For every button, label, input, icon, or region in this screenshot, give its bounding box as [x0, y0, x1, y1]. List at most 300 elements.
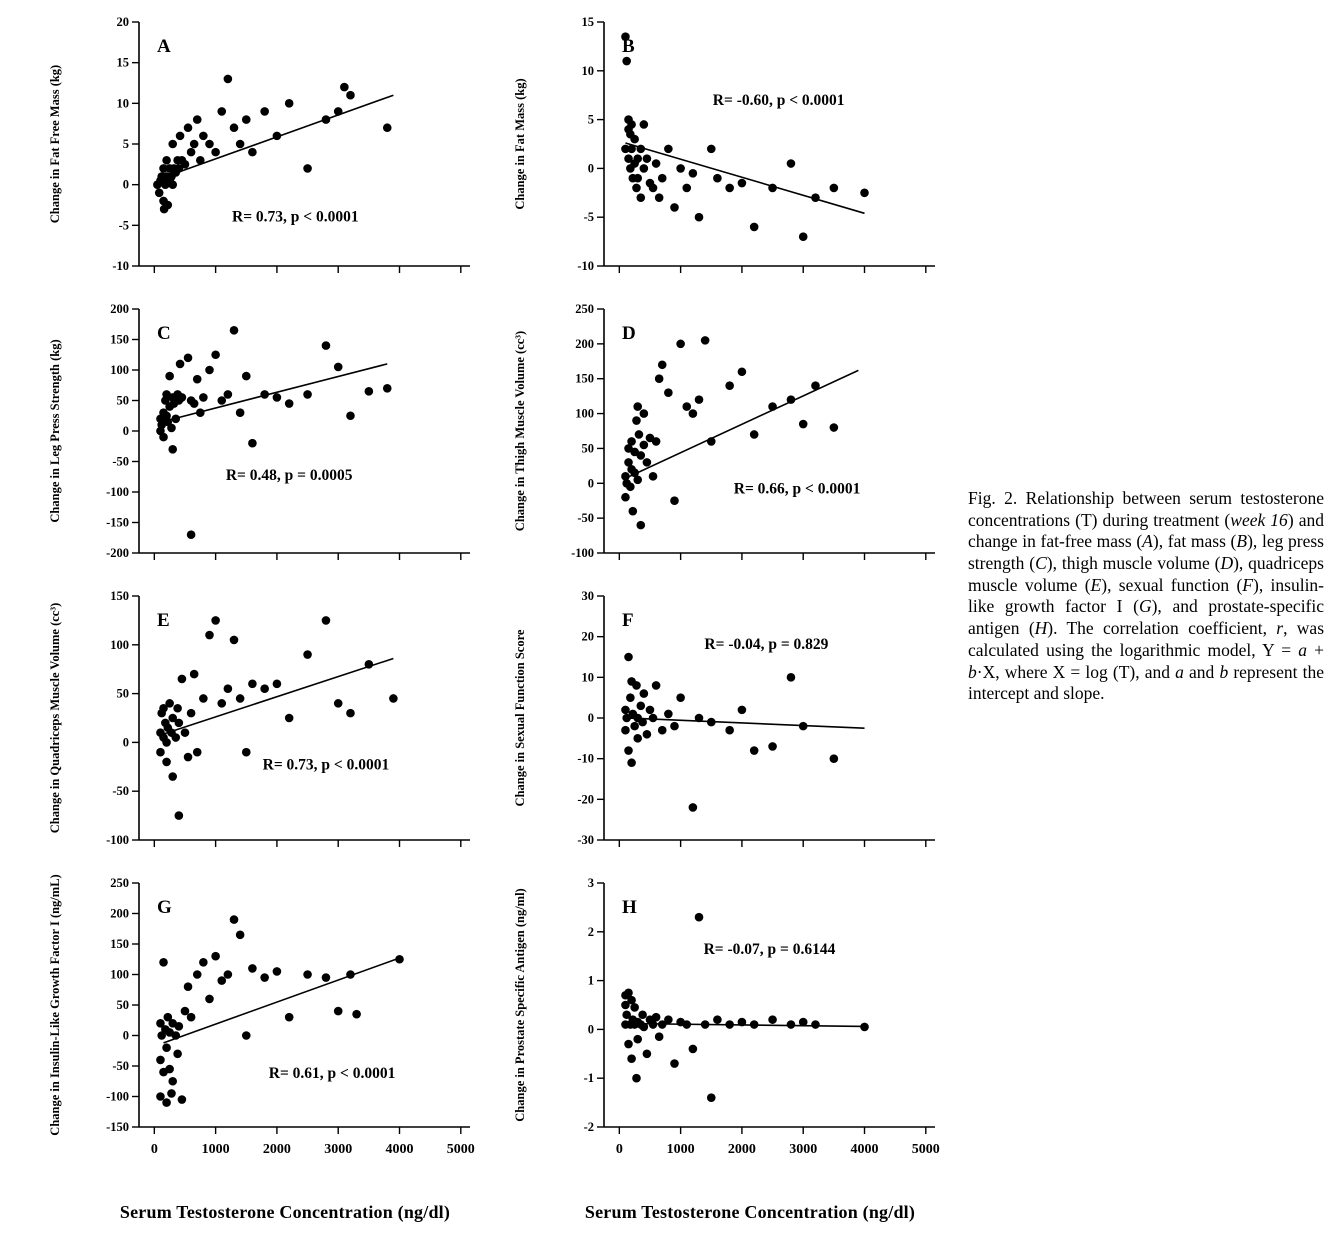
- data-point: [322, 973, 331, 982]
- data-point: [199, 958, 208, 967]
- x-tick-label: 0: [150, 1142, 158, 1157]
- data-point: [658, 174, 667, 183]
- data-point: [196, 408, 205, 417]
- caption-segment: G: [1138, 596, 1152, 617]
- y-tick-label: 3: [587, 876, 594, 890]
- data-point: [162, 738, 171, 747]
- y-tick-label: 200: [110, 302, 129, 316]
- data-point: [640, 409, 649, 418]
- caption-segment: H: [1034, 618, 1048, 639]
- data-point: [624, 1040, 633, 1049]
- data-point: [664, 710, 673, 719]
- data-point: [768, 402, 777, 411]
- y-tick-label: 0: [587, 1022, 594, 1037]
- correlation-annotation: R= 0.73, p < 0.0001: [232, 208, 359, 226]
- y-tick-label: 0: [122, 424, 129, 438]
- data-point: [689, 409, 698, 418]
- y-tick-label: 150: [575, 371, 594, 386]
- data-point: [624, 746, 633, 755]
- y-tick-label: 30: [581, 589, 594, 603]
- data-point: [273, 132, 282, 141]
- data-point: [217, 396, 226, 405]
- data-point: [655, 374, 664, 383]
- data-point: [395, 955, 404, 964]
- panel-letter: F: [622, 610, 634, 631]
- data-point: [658, 726, 667, 735]
- data-point: [860, 1023, 869, 1032]
- caption-segment: ), leg press strength (: [968, 531, 1324, 574]
- data-point: [193, 375, 202, 384]
- y-tick-label: 0: [122, 1028, 129, 1043]
- data-point: [181, 160, 190, 169]
- data-point: [168, 772, 177, 781]
- x-tick-label: 2000: [262, 1142, 291, 1157]
- data-point: [725, 1020, 734, 1029]
- data-point: [626, 482, 635, 491]
- y-tick-label: 150: [110, 937, 129, 951]
- caption-segment: represent the intercept and slope.: [968, 661, 1324, 704]
- data-point: [273, 393, 282, 402]
- y-tick-label: 100: [110, 637, 129, 652]
- data-point: [178, 1095, 187, 1104]
- data-point: [627, 120, 636, 129]
- data-point: [178, 675, 187, 684]
- data-point: [184, 123, 193, 132]
- data-point: [830, 423, 839, 432]
- y-axis-label: Change in Sexual Function Score: [513, 629, 527, 807]
- y-axis-label: Change in Leg Press Strength (kg): [48, 339, 62, 523]
- data-point: [162, 1043, 171, 1052]
- data-point: [750, 746, 759, 755]
- y-tick-label: -50: [112, 1059, 129, 1073]
- data-point: [652, 159, 661, 168]
- data-point: [695, 395, 704, 404]
- x-tick-label: 0: [615, 1142, 623, 1157]
- data-point: [768, 184, 777, 193]
- y-tick-label: 5: [587, 112, 594, 127]
- data-point: [193, 748, 202, 757]
- data-point: [682, 402, 691, 411]
- y-tick-label: 50: [116, 998, 129, 1012]
- data-point: [643, 154, 652, 163]
- caption-segment: ), sexual function (: [1101, 574, 1243, 595]
- scatter-points: [153, 75, 391, 214]
- y-tick-label: -100: [571, 546, 594, 560]
- data-point: [799, 420, 808, 429]
- data-point: [633, 476, 642, 485]
- data-point: [633, 1035, 642, 1044]
- y-tick-label: -50: [112, 454, 129, 469]
- data-point: [640, 689, 649, 698]
- y-tick-label: -50: [112, 784, 129, 799]
- data-point: [799, 1018, 808, 1027]
- scatter-points: [621, 336, 838, 529]
- y-tick-label: 100: [110, 363, 129, 377]
- data-point: [224, 970, 233, 979]
- data-point: [646, 706, 655, 715]
- data-point: [187, 148, 196, 157]
- data-point: [217, 976, 226, 985]
- data-point: [636, 451, 645, 460]
- data-point: [184, 354, 193, 363]
- data-point: [168, 445, 177, 454]
- data-point: [184, 982, 193, 991]
- data-point: [689, 169, 698, 178]
- data-point: [260, 973, 269, 982]
- y-tick-label: -10: [577, 751, 594, 766]
- data-point: [725, 726, 734, 735]
- data-point: [622, 57, 631, 66]
- chart-panel-C: [35, 293, 500, 580]
- data-point: [190, 399, 199, 408]
- caption-segment: r: [1276, 618, 1284, 639]
- y-tick-label: 15: [116, 55, 129, 70]
- data-point: [155, 189, 164, 198]
- data-point: [630, 1003, 639, 1012]
- data-point: [181, 1007, 190, 1016]
- data-point: [352, 1010, 361, 1019]
- data-point: [632, 681, 641, 690]
- caption-segment: E: [1090, 574, 1102, 595]
- y-tick-label: 0: [122, 735, 129, 750]
- data-point: [346, 970, 355, 979]
- scatter-points: [621, 32, 869, 241]
- y-tick-label: -200: [106, 546, 129, 560]
- data-point: [750, 223, 759, 232]
- data-point: [365, 387, 374, 396]
- y-tick-label: 50: [116, 393, 129, 408]
- data-point: [643, 1050, 652, 1059]
- panel-letter: E: [157, 610, 170, 631]
- data-point: [168, 1077, 177, 1086]
- data-point: [260, 684, 269, 693]
- data-point: [285, 399, 294, 408]
- x-tick-label: 3000: [789, 1142, 818, 1157]
- data-point: [707, 718, 716, 727]
- data-point: [738, 706, 747, 715]
- x-tick-label: 1000: [666, 1142, 695, 1157]
- y-tick-label: 0: [587, 161, 594, 176]
- caption-segment: , was calculated using the logarithmic model, Y =: [968, 618, 1325, 660]
- y-tick-label: 50: [581, 441, 594, 456]
- y-tick-label: 0: [587, 476, 594, 491]
- data-point: [365, 660, 374, 669]
- data-point: [799, 722, 808, 731]
- data-point: [273, 967, 282, 976]
- chart-panel-G: [35, 867, 500, 1185]
- y-tick-label: -100: [106, 485, 129, 499]
- data-point: [190, 670, 199, 679]
- regression-line: [162, 658, 394, 734]
- data-point: [175, 1022, 184, 1031]
- x-tick-label: 5000: [446, 1142, 475, 1157]
- data-point: [670, 203, 679, 212]
- y-tick-label: 50: [116, 686, 129, 701]
- data-point: [689, 1045, 698, 1054]
- y-tick-label: -150: [106, 515, 129, 530]
- data-point: [248, 148, 257, 157]
- y-axis-label: Change in Quadriceps Muscle Volume (cc³): [48, 602, 62, 834]
- data-point: [285, 1013, 294, 1022]
- chart-panel-A: [35, 6, 500, 293]
- y-axis-label: Change in Thigh Muscle Volume (cc³): [513, 330, 527, 532]
- data-point: [627, 1054, 636, 1063]
- correlation-annotation: R= 0.61, p < 0.0001: [268, 1065, 396, 1083]
- data-point: [196, 156, 205, 165]
- data-point: [340, 83, 349, 92]
- data-point: [643, 458, 652, 467]
- data-point: [640, 120, 649, 129]
- data-point: [635, 430, 644, 439]
- caption-segment: week 16: [1230, 509, 1288, 530]
- data-point: [670, 722, 679, 731]
- data-point: [260, 390, 269, 399]
- charts-grid: [35, 6, 965, 1185]
- data-point: [627, 145, 636, 154]
- data-point: [181, 728, 190, 737]
- data-point: [334, 699, 343, 708]
- data-point: [242, 748, 251, 757]
- data-point: [649, 472, 658, 481]
- data-point: [173, 1050, 182, 1059]
- y-tick-label: 100: [110, 967, 129, 982]
- data-point: [159, 958, 168, 967]
- y-tick-label: 2: [587, 924, 594, 939]
- data-point: [750, 430, 759, 439]
- correlation-annotation: R= 0.48, p = 0.0005: [225, 466, 353, 484]
- caption-segment: A: [1142, 531, 1153, 552]
- data-point: [701, 1020, 710, 1029]
- y-tick-label: 10: [116, 96, 129, 111]
- y-tick-label: 5: [122, 137, 129, 151]
- data-point: [187, 709, 196, 718]
- data-point: [178, 393, 187, 402]
- y-axis-label: Change in Fat Free Mass (kg): [48, 64, 62, 224]
- data-point: [701, 336, 710, 345]
- x-tick-label: 1000: [201, 1142, 230, 1157]
- caption-segment: C: [1035, 553, 1047, 574]
- data-point: [171, 415, 180, 424]
- data-point: [626, 693, 635, 702]
- data-point: [334, 363, 343, 372]
- data-point: [633, 402, 642, 411]
- caption-segment: +: [1306, 639, 1324, 660]
- y-tick-label: -5: [118, 218, 129, 233]
- caption-segment: F: [1242, 574, 1253, 595]
- data-point: [629, 507, 638, 516]
- data-point: [167, 424, 176, 433]
- data-point: [621, 706, 630, 715]
- data-point: [260, 107, 269, 116]
- data-point: [199, 694, 208, 703]
- regression-line: [627, 370, 859, 477]
- data-point: [624, 989, 633, 998]
- data-point: [285, 99, 294, 108]
- data-point: [334, 107, 343, 116]
- data-point: [630, 722, 639, 731]
- data-point: [168, 180, 177, 189]
- data-point: [162, 1098, 171, 1107]
- y-tick-label: 1: [587, 973, 594, 988]
- y-tick-label: -10: [112, 259, 129, 273]
- data-point: [682, 184, 691, 193]
- data-point: [636, 145, 645, 154]
- data-point: [242, 115, 251, 124]
- y-tick-label: 250: [575, 302, 594, 316]
- data-point: [725, 381, 734, 390]
- data-point: [217, 699, 226, 708]
- y-tick-label: -100: [106, 833, 129, 847]
- caption-segment: ), fat mass (: [1152, 531, 1237, 552]
- data-point: [242, 372, 251, 381]
- y-tick-label: -1: [583, 1071, 594, 1086]
- data-point: [230, 915, 239, 924]
- data-point: [205, 995, 214, 1004]
- data-point: [713, 174, 722, 183]
- correlation-annotation: R= 0.73, p < 0.0001: [262, 756, 390, 774]
- data-point: [171, 1031, 180, 1040]
- data-point: [627, 996, 636, 1005]
- data-point: [636, 193, 645, 202]
- data-point: [205, 140, 214, 149]
- scatter-chart-F: [500, 580, 965, 867]
- data-point: [224, 75, 233, 84]
- data-point: [830, 184, 839, 193]
- y-tick-label: 250: [110, 876, 129, 890]
- data-point: [248, 439, 257, 448]
- data-point: [165, 1065, 174, 1074]
- data-point: [725, 184, 734, 193]
- data-point: [633, 154, 642, 163]
- y-tick-label: -30: [577, 833, 594, 847]
- data-point: [643, 730, 652, 739]
- data-point: [811, 1020, 820, 1029]
- chart-panel-E: [35, 580, 500, 867]
- caption-segment: D: [1220, 553, 1234, 574]
- data-point: [695, 714, 704, 723]
- data-point: [193, 970, 202, 979]
- data-point: [811, 193, 820, 202]
- data-point: [682, 1020, 691, 1029]
- x-tick-label: 4000: [850, 1142, 879, 1157]
- data-point: [190, 140, 199, 149]
- y-axis-label: Change in Prostate Specific Antigen (ng/ml): [513, 888, 527, 1122]
- data-point: [334, 1007, 343, 1016]
- data-point: [322, 616, 331, 625]
- data-point: [285, 714, 294, 723]
- data-point: [248, 680, 257, 689]
- data-point: [165, 699, 174, 708]
- data-point: [389, 694, 398, 703]
- data-point: [162, 156, 171, 165]
- data-point: [799, 232, 808, 241]
- y-tick-label: 200: [575, 336, 594, 351]
- data-point: [632, 416, 641, 425]
- data-point: [638, 1010, 647, 1019]
- data-point: [664, 145, 673, 154]
- y-tick-label: 10: [581, 670, 594, 685]
- y-tick-label: -100: [106, 1089, 129, 1104]
- y-tick-label: 0: [122, 177, 129, 192]
- data-point: [224, 390, 233, 399]
- scatter-chart-E: [35, 580, 500, 867]
- data-point: [630, 135, 639, 144]
- data-point: [187, 1013, 196, 1022]
- x-axis-label-right: Serum Testosterone Concentration (ng/dl): [584, 1202, 916, 1222]
- data-point: [860, 189, 869, 198]
- caption-segment: and: [1183, 661, 1220, 682]
- data-point: [248, 964, 257, 973]
- data-point: [738, 1018, 747, 1027]
- data-point: [768, 1015, 777, 1024]
- data-point: [670, 496, 679, 505]
- y-axis-label: Change in Insulin-Like Growth Factor I (ng/mL): [48, 874, 62, 1136]
- data-point: [713, 1015, 722, 1024]
- correlation-annotation: R= 0.66, p < 0.0001: [733, 480, 861, 498]
- correlation-annotation: R= -0.04, p = 0.829: [704, 635, 829, 653]
- chart-panel-D: [500, 293, 965, 580]
- caption-segment: ). The correlation coefficient,: [1047, 618, 1277, 639]
- data-point: [171, 733, 180, 742]
- data-point: [156, 1056, 165, 1065]
- x-tick-label: 3000: [324, 1142, 353, 1157]
- caption-segment: B: [1236, 531, 1248, 552]
- y-tick-label: -20: [577, 792, 594, 807]
- y-tick-label: 150: [110, 589, 129, 603]
- data-point: [689, 803, 698, 812]
- data-point: [346, 411, 355, 420]
- data-point: [205, 631, 214, 640]
- data-point: [224, 684, 233, 693]
- caption-segment: a: [1175, 661, 1184, 682]
- data-point: [273, 680, 282, 689]
- data-point: [303, 970, 312, 979]
- data-point: [652, 437, 661, 446]
- y-tick-label: 200: [110, 906, 129, 921]
- data-point: [632, 1074, 641, 1083]
- data-point: [621, 726, 630, 735]
- data-point: [636, 521, 645, 530]
- data-point: [211, 350, 220, 359]
- data-point: [655, 1032, 664, 1041]
- data-point: [164, 201, 173, 210]
- figure-caption: [968, 488, 1324, 705]
- chart-panel-F: [500, 580, 965, 867]
- caption-segment: Fig. 2. Relationship between serum testosterone concentrations (T) during treatment (: [968, 488, 1324, 530]
- data-point: [322, 115, 331, 124]
- data-point: [640, 441, 649, 450]
- y-tick-label: 0: [587, 711, 594, 725]
- data-point: [322, 341, 331, 350]
- data-point: [383, 384, 392, 393]
- data-point: [649, 714, 658, 723]
- data-point: [695, 213, 704, 222]
- y-tick-label: -150: [106, 1120, 129, 1134]
- caption-segment: a: [1298, 639, 1307, 660]
- y-tick-label: 150: [110, 332, 129, 347]
- data-point: [787, 673, 796, 682]
- data-point: [303, 390, 312, 399]
- data-point: [707, 145, 716, 154]
- panel-letter: B: [622, 36, 635, 57]
- caption-segment: ), and prostate-specific antigen (: [968, 596, 1325, 639]
- y-tick-label: 10: [581, 63, 594, 78]
- data-point: [168, 140, 177, 149]
- data-point: [242, 1031, 251, 1040]
- panel-letter: H: [622, 897, 637, 918]
- data-point: [664, 1015, 673, 1024]
- x-axis-label-left: Serum Testosterone Concentration (ng/dl): [119, 1202, 451, 1222]
